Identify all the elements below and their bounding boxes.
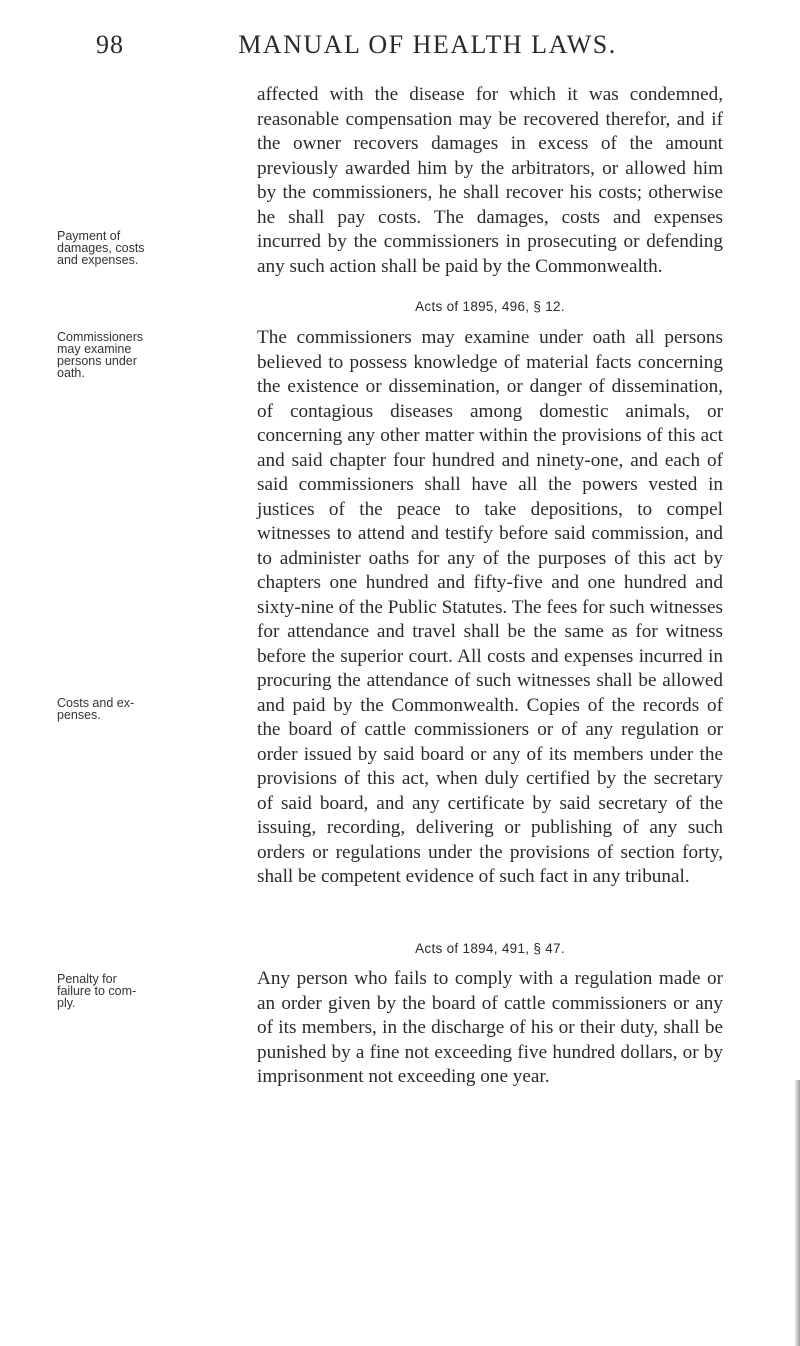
paragraph-damages: affected with the disease for which it was condemned, reasonable compensation may be recovered therefor, and if the owner recovers damages in excess of the amount previously awarded him by the arbitrators, or allowed him by the commissioners, he shall recover his costs; otherwise he shall pay costs. The damages, costs and expenses incurred by the commissioners in prosecuting or defending any such action shall be paid by the Commonwealth.: [257, 84, 723, 277]
sidenote-line: Costs and ex-: [57, 696, 135, 710]
page-header: [0, 22, 800, 62]
sidenote-line: oath.: [57, 366, 85, 380]
citation-1894: Acts of 1894, 491, § 47.: [415, 941, 565, 956]
page-edge-shadow: [794, 1080, 800, 1346]
sidenote-payment: [57, 230, 157, 266]
sidenote-line: and expenses.: [57, 253, 139, 267]
sidenote-line: Penalty for: [57, 972, 117, 986]
sidenote-costs: [57, 697, 157, 721]
sidenote-line: Commissioners: [57, 330, 144, 344]
sidenote-penalty: [57, 973, 157, 1009]
sidenote-line: penses.: [57, 708, 101, 722]
citation-1895: Acts of 1895, 496, § 12.: [415, 299, 565, 314]
sidenote-line: damages, costs: [57, 241, 145, 255]
sidenote-line: failure to com-: [57, 984, 137, 998]
sidenote-line: ply.: [57, 996, 76, 1010]
sidenote-line: may examine: [57, 342, 132, 356]
sidenote-line: Payment of: [57, 229, 121, 243]
sidenote-line: persons under: [57, 354, 137, 368]
sidenote-commissioners: [57, 331, 157, 379]
paragraph-penalty: Any person who fails to comply with a regulation made or an order given by the board of cattle commissioners or any of its members, in the discharge of his or their duty, shall be punished by a fine not exceeding five hundred dollars, or by imprisonment not exceeding one year.: [257, 968, 723, 1087]
paragraph-commissioners-examine: The commissioners may examine under oath all persons believed to possess knowledge of material facts concerning the existence or dissemination, or danger of dissemination, of contagious diseases among domestic animals, or concerning any other matter within the provisions of this act and said chapter four hundred and ninety-one, and each of said commissioners shall have all the powers vested in justices of the peace to take depositions, to compel witnesses to attend and testify before said commission, and to administer oaths for any of the purposes of this act by chapters one hundred and fifty-five and one hundred and sixty-nine of the Public Statutes. The fees for such witnesses for attendance and travel shall be the same as for witness before the superior court. All costs and expenses incurred in procuring the attendance of such witnesses shall be allowed and paid by the Commonwealth. Copies of the records of the board of cattle commissioners or of any regulation or order issued by said board or any of its members under the provisions of this act, when duly certified by the secretary of said board, and any certificate by said secretary of the issuing, recording, delivering or publishing of any such orders or regulations under the provisions of section forty, shall be competent evidence of such fact in any tribunal.: [257, 327, 723, 887]
page-number: 98: [96, 30, 124, 59]
running-title: MANUAL OF HEALTH LAWS.: [238, 30, 617, 59]
